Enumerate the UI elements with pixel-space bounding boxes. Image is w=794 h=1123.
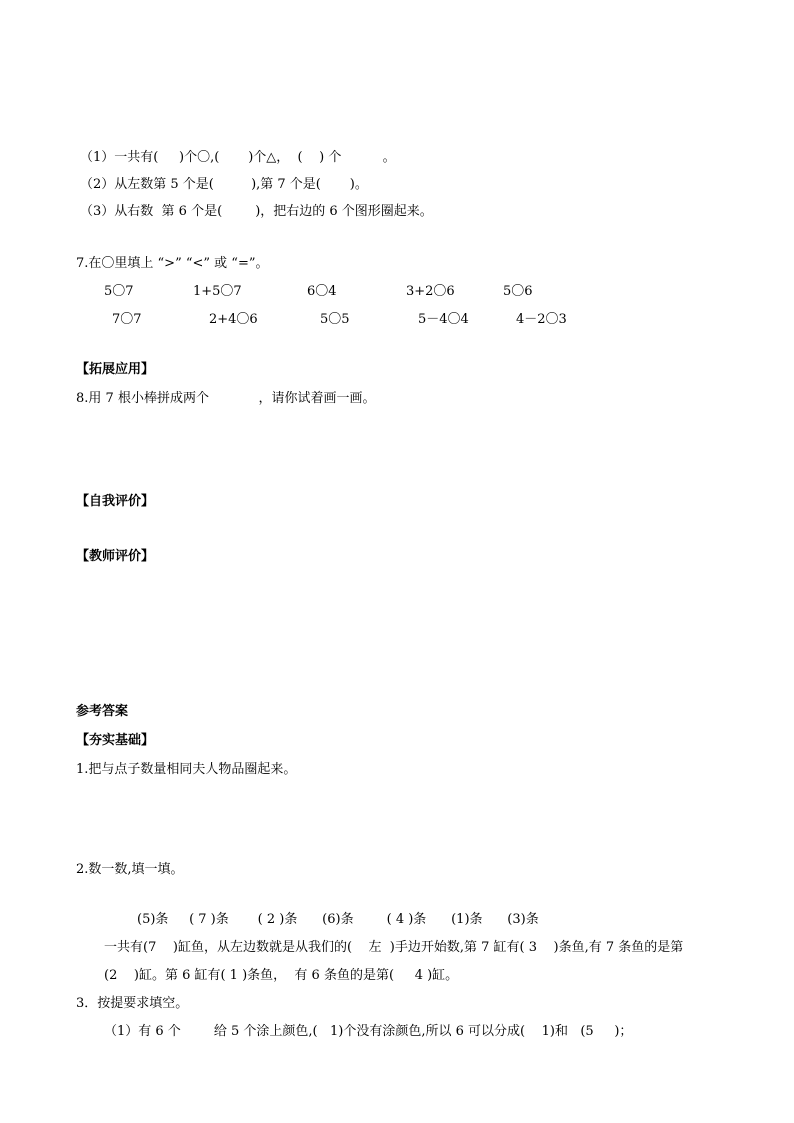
q7-r2-item-2: 2+4〇6	[209, 312, 258, 327]
answer-2-counts: (5)条 ( 7 )条 ( 2 )条 (6)条 ( 4 )条 (1)条 (3)条	[137, 912, 539, 927]
answer-2-title: 2.数一数,填一填。	[76, 862, 184, 877]
q7-r1-item-3: 6〇4	[307, 284, 337, 299]
q7-r1-item-4: 3+2〇6	[406, 284, 455, 299]
question-line-3: （3）从右数 第 6 个是( )，把右边的 6 个图形圈起来。	[80, 204, 433, 219]
q7-r2-item-5: 4－2〇3	[516, 312, 567, 327]
q7-title: 7.在〇里填上 “>” “<” 或 “=”。	[76, 256, 269, 271]
q8-text: 8.用 7 根小棒拼成两个 ，请你试着画一画。	[76, 391, 376, 406]
answers-title: 参考答案	[76, 704, 129, 719]
answer-3-title: 3．按提要求填空。	[76, 996, 189, 1011]
answer-1: 1.把与点子数量相同夫人物品圈起来。	[76, 762, 297, 777]
self-eval-heading: 【自我评价】	[76, 494, 155, 509]
foundation-heading: 【夯实基础】	[76, 733, 155, 748]
q7-r2-item-1: 7〇7	[112, 312, 142, 327]
question-line-1: （1）一共有( )个〇,( )个△， ( ) 个 。	[80, 150, 396, 165]
answer-3-line-1: （1）有 6 个 给 5 个涂上颜色,( 1)个没有涂颜色,所以 6 可以分成( 1)和 (5 )；	[104, 1024, 633, 1039]
teacher-eval-heading: 【教师评价】	[76, 549, 155, 564]
extension-heading: 【拓展应用】	[76, 362, 155, 377]
q7-r1-item-2: 1+5〇7	[193, 284, 242, 299]
q7-r1-item-5: 5〇6	[503, 284, 533, 299]
answer-2-line-2: (2 )缸。第 6 缸有( 1 )条鱼， 有 6 条鱼的是第( 4 )缸。	[104, 968, 459, 983]
answer-2-line-1: 一共有(7 )缸鱼，从左边数就是从我们的( 左 )手边开始数,第 7 缸有( 3 )条鱼,有 7 条鱼的是第	[104, 940, 684, 955]
q7-r2-item-3: 5〇5	[320, 312, 350, 327]
q7-r2-item-4: 5－4〇4	[418, 312, 469, 327]
question-line-2: （2）从左数第 5 个是( ),第 7 个是( )。	[80, 177, 368, 192]
q7-r1-item-1: 5〇7	[104, 284, 134, 299]
